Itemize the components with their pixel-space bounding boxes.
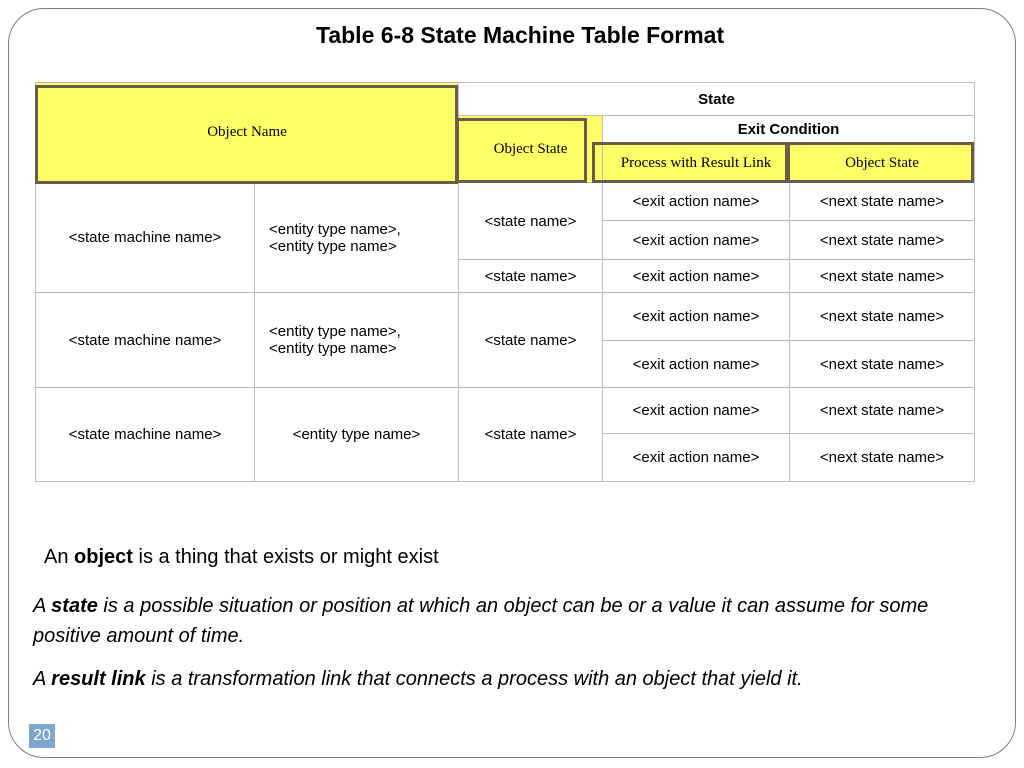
exit-action-cell: <exit action name> — [603, 434, 790, 482]
state-name-cell: <state name> — [459, 183, 603, 260]
entity-type-cell: <entity type name>, <entity type name> — [255, 293, 459, 388]
next-state-cell: <next state name> — [790, 260, 975, 293]
exit-action-cell: <exit action name> — [603, 293, 790, 341]
next-state-cell: <next state name> — [790, 293, 975, 341]
next-state-cell: <next state name> — [790, 341, 975, 388]
exit-action-cell: <exit action name> — [603, 341, 790, 388]
next-state-cell: <next state name> — [790, 183, 975, 221]
object-state-header: Object State — [459, 116, 603, 183]
next-state-cell: <next state name> — [790, 388, 975, 434]
object-definition: An object is a thing that exists or might exist — [44, 546, 439, 568]
exit-action-cell: <exit action name> — [603, 260, 790, 293]
exit-condition-header: Exit Condition — [603, 116, 975, 144]
table-title: Table 6-8 State Machine Table Format — [316, 22, 725, 48]
state-name-cell: <state name> — [459, 388, 603, 482]
exit-action-cell: <exit action name> — [603, 183, 790, 221]
result-link-definition: A result link is a transformation link that connects a process with an object that yield it. — [33, 668, 803, 690]
process-result-link-header: Process with Result Link — [603, 144, 790, 183]
entity-type-cell: <entity type name>, <entity type name> — [255, 183, 459, 293]
state-name-cell: <state name> — [459, 260, 603, 293]
state-definition: A state is a possible situation or position at which an object can be or a value it can assume for some positive amount of time. — [33, 595, 929, 647]
next-state-cell: <next state name> — [790, 434, 975, 482]
state-machine-name-cell: <state machine name> — [36, 388, 255, 482]
state-machine-table — [35, 82, 974, 483]
state-header: State — [459, 83, 975, 116]
object-name-header: Object Name — [36, 83, 459, 183]
state-machine-name-cell: <state machine name> — [36, 293, 255, 388]
page-number: 20 — [29, 724, 55, 748]
next-state-cell: <next state name> — [790, 221, 975, 260]
object-state-header-2: Object State — [790, 144, 975, 183]
exit-action-cell: <exit action name> — [603, 221, 790, 260]
entity-type-cell: <entity type name> — [255, 388, 459, 482]
state-name-cell: <state name> — [459, 293, 603, 388]
exit-action-cell: <exit action name> — [603, 388, 790, 434]
state-machine-name-cell: <state machine name> — [36, 183, 255, 293]
